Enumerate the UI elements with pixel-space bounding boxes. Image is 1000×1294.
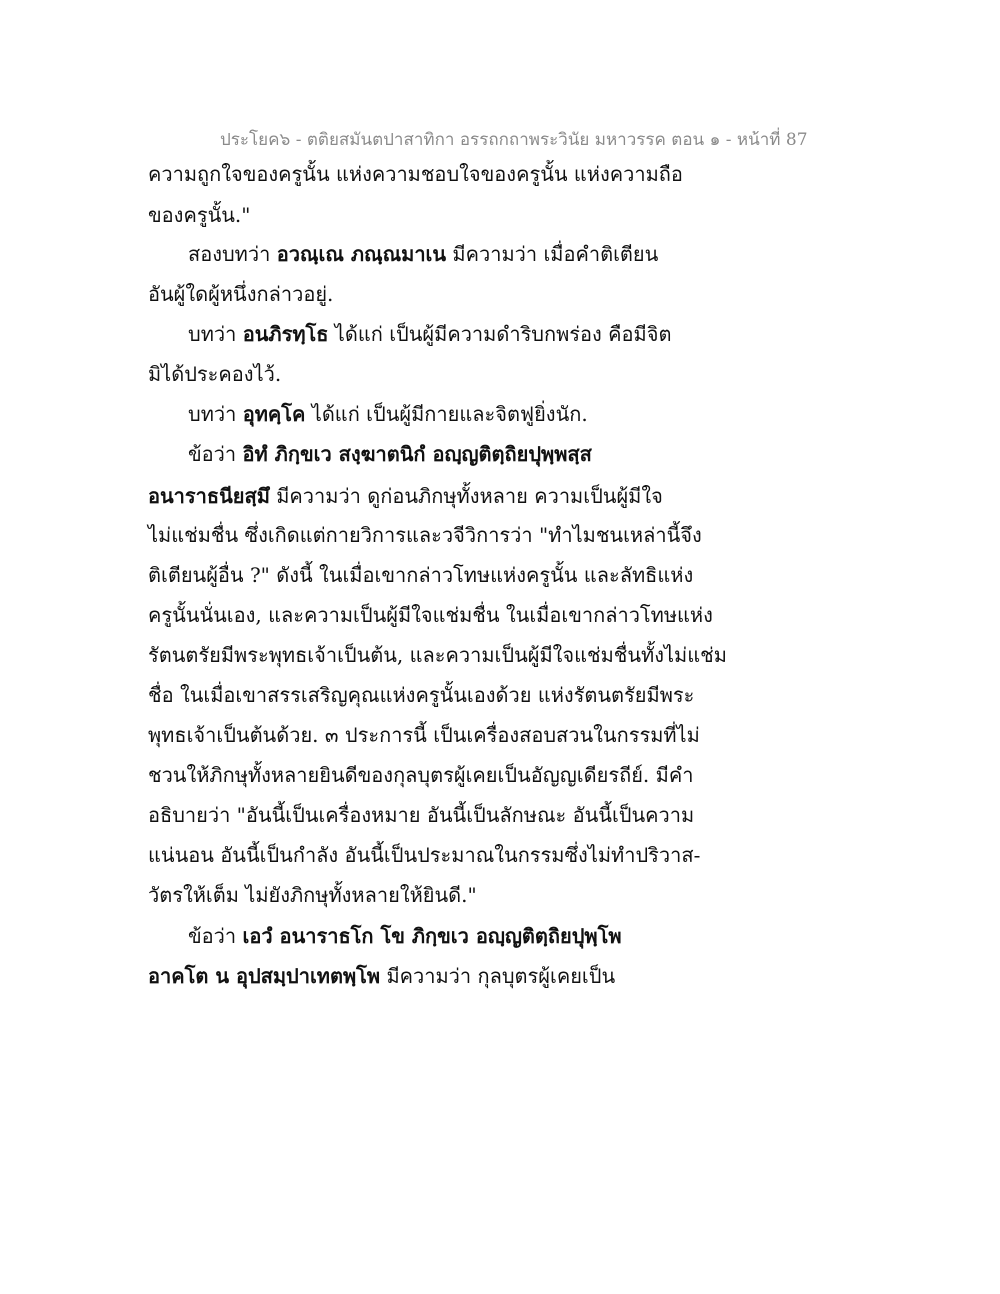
text-line-9: อนาราธนียสฺมึ มีความว่า ดูก่อนภิกษุทั้งหลาย ความเป็นผู้มีใจ bbox=[148, 484, 663, 508]
text-line-13: รัตนตรัยมีพระพุทธเจ้าเป็นต้น, และความเป็นผู้มีใจแช่มชื่นทั้งไม่แช่ม bbox=[148, 643, 727, 667]
text-line-14: ชื่อ ในเมื่อเขาสรรเสริญคุณแห่งครูนั้นเองด้วย แห่งรัตนตรัยมีพระ bbox=[148, 683, 695, 707]
text-line-17: อธิบายว่า "อันนี้เป็นเครื่องหมาย อันนี้เป็นลักษณะ อันนี้เป็นความ bbox=[148, 803, 695, 827]
text-line-8: ข้อว่า อิทํ ภิกฺขเว สงฺฆาตนิกํ อญฺญติตฺถิยปุพฺพสฺส bbox=[188, 442, 592, 466]
text-line-5: บทว่า อนภิรทฺโธ ได้แก่ เป็นผู้มีความดำริบกพร่อง คือมีจิต bbox=[188, 322, 672, 346]
text-line-12: ครูนั้นนั่นเอง, และความเป็นผู้มีใจแช่มชื่น ในเมื่อเขากล่าวโทษแห่ง bbox=[148, 603, 713, 627]
text-line-16: ชวนให้ภิกษุทั้งหลายยินดีของกุลบุตรผู้เคยเป็นอัญญเดียรถีย์. มีคำ bbox=[148, 763, 694, 787]
text-line-15: พุทธเจ้าเป็นต้นด้วย. ๓ ประการนี้ เป็นเครื่องสอบสวนในกรรมที่ไม่ bbox=[148, 723, 700, 747]
text-line-18: แน่นอน อันนี้เป็นกำลัง อันนี้เป็นประมาณในกรรมซึ่งไม่ทำปริวาส- bbox=[148, 843, 701, 867]
text-line-11: ติเตียนผู้อื่น ?" ดังนี้ ในเมื่อเขากล่าวโทษแห่งครูนั้น และลัทธิแห่ง bbox=[148, 563, 694, 587]
text-line-2: ของครูนั้น." bbox=[148, 203, 251, 227]
text-line-21: อาคโต น อุปสมฺปาเทตพฺโพ มีความว่า กุลบุตรผู้เคยเป็น bbox=[148, 964, 616, 988]
text-line-10: ไม่แช่มชื่น ซึ่งเกิดแต่กายวิการและวจีวิการว่า "ทำไมชนเหล่านี้จึง bbox=[148, 523, 702, 547]
running-header: ประโยค๖ - ตติยสมันตปาสาทิกา อรรถกถาพระวินัย มหาวรรค ตอน ๑ - หน้าที่ 87 bbox=[220, 130, 808, 150]
text-line-7: บทว่า อุทคฺโค ได้แก่ เป็นผู้มีกายและจิตฟูยิ่งนัก. bbox=[188, 402, 588, 426]
text-line-20: ข้อว่า เอวํ อนาราธโก โข ภิกฺขเว อญฺญติตฺถิยปุพฺโพ bbox=[188, 924, 622, 948]
text-line-1: ความถูกใจของครูนั้น แห่งความชอบใจของครูนั้น แห่งความถือ bbox=[148, 162, 683, 186]
text-line-19: วัตรให้เต็ม ไม่ยังภิกษุทั้งหลายให้ยินดี." bbox=[148, 883, 477, 907]
text-line-6: มิได้ประคองไว้. bbox=[148, 362, 282, 386]
text-line-3: สองบทว่า อวณฺเณ ภณฺณมาเน มีความว่า เมื่อคำติเตียน bbox=[188, 242, 659, 266]
text-line-4: อันผู้ใดผู้หนึ่งกล่าวอยู่. bbox=[148, 282, 334, 306]
